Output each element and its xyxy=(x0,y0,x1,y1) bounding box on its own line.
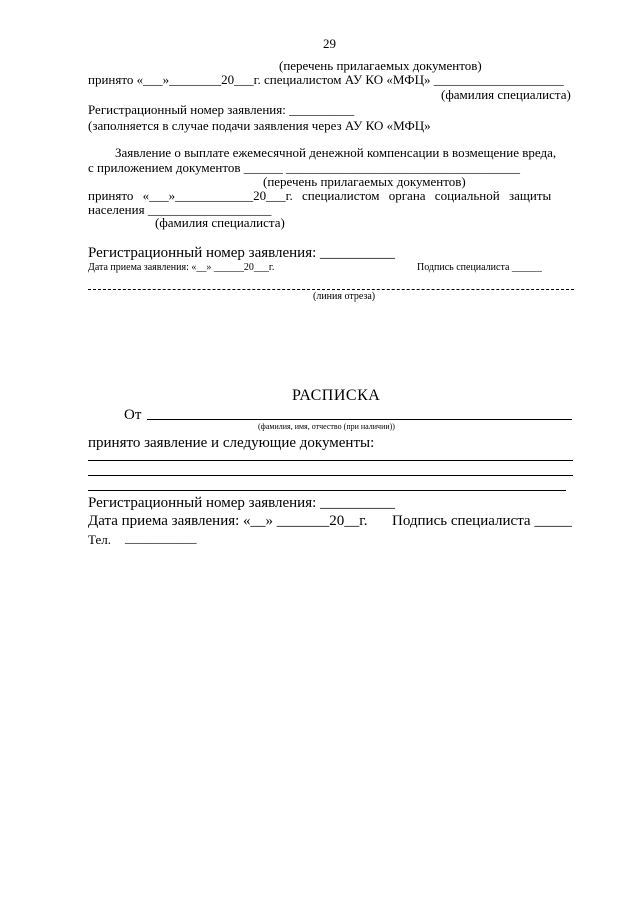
documents-blank-line-3 xyxy=(88,490,566,491)
caption-specialist-name: (фамилия специалиста) xyxy=(155,215,285,230)
caption-specialist-name: (фамилия специалиста) xyxy=(441,87,571,102)
page-number: 29 xyxy=(323,36,336,51)
date-received-line: Дата приема заявления: «__» _______20__г. xyxy=(88,513,368,529)
caption-attached-documents: (перечень прилагаемых документов) xyxy=(263,174,466,189)
specialist-signature-line: Подпись специалиста ______ xyxy=(417,262,542,273)
population-line: населения ___________________ xyxy=(88,202,272,217)
accepted-by-social-protection-line: принято «___»____________20___г. специалистом органа социальной защиты xyxy=(88,188,552,203)
phone-field: ___________ xyxy=(125,530,197,545)
receipt-title: РАСПИСКА xyxy=(292,387,381,404)
application-statement-line2: с приложением документов ______ ____________________________________ xyxy=(88,160,521,175)
from-name-caption: (фамилия, имя, отчество (при наличии)) xyxy=(258,422,395,431)
documents-blank-line-1 xyxy=(88,460,573,461)
documents-blank-line-2 xyxy=(88,475,573,476)
phone-label: Тел. xyxy=(88,532,111,547)
from-label: От xyxy=(124,407,142,423)
from-name-field xyxy=(147,419,572,420)
application-statement-line1: Заявление о выплате ежемесячной денежной компенсации в возмещение вреда, xyxy=(115,145,557,160)
mfc-note: (заполняется в случае подачи заявления через АУ КО «МФЦ» xyxy=(88,118,431,133)
caption-attached-documents: (перечень прилагаемых документов) xyxy=(279,58,482,73)
registration-number-line: Регистрационный номер заявления: __________ xyxy=(88,245,396,261)
accepted-documents-line: принято заявление и следующие документы: xyxy=(88,435,375,451)
cut-line xyxy=(88,289,574,290)
accepted-by-mfc-line: принято «___»________20___г. специалистом АУ КО «МФЦ» ____________________ xyxy=(88,72,564,87)
registration-number-line: Регистрационный номер заявления: __________ xyxy=(88,495,396,511)
date-received-line: Дата приема заявления: «__» ______20___г. xyxy=(88,262,275,273)
cut-line-caption: (линия отреза) xyxy=(313,291,376,302)
registration-number-line: Регистрационный номер заявления: __________ xyxy=(88,102,355,117)
specialist-signature-line: Подпись специалиста _____ xyxy=(392,513,572,529)
